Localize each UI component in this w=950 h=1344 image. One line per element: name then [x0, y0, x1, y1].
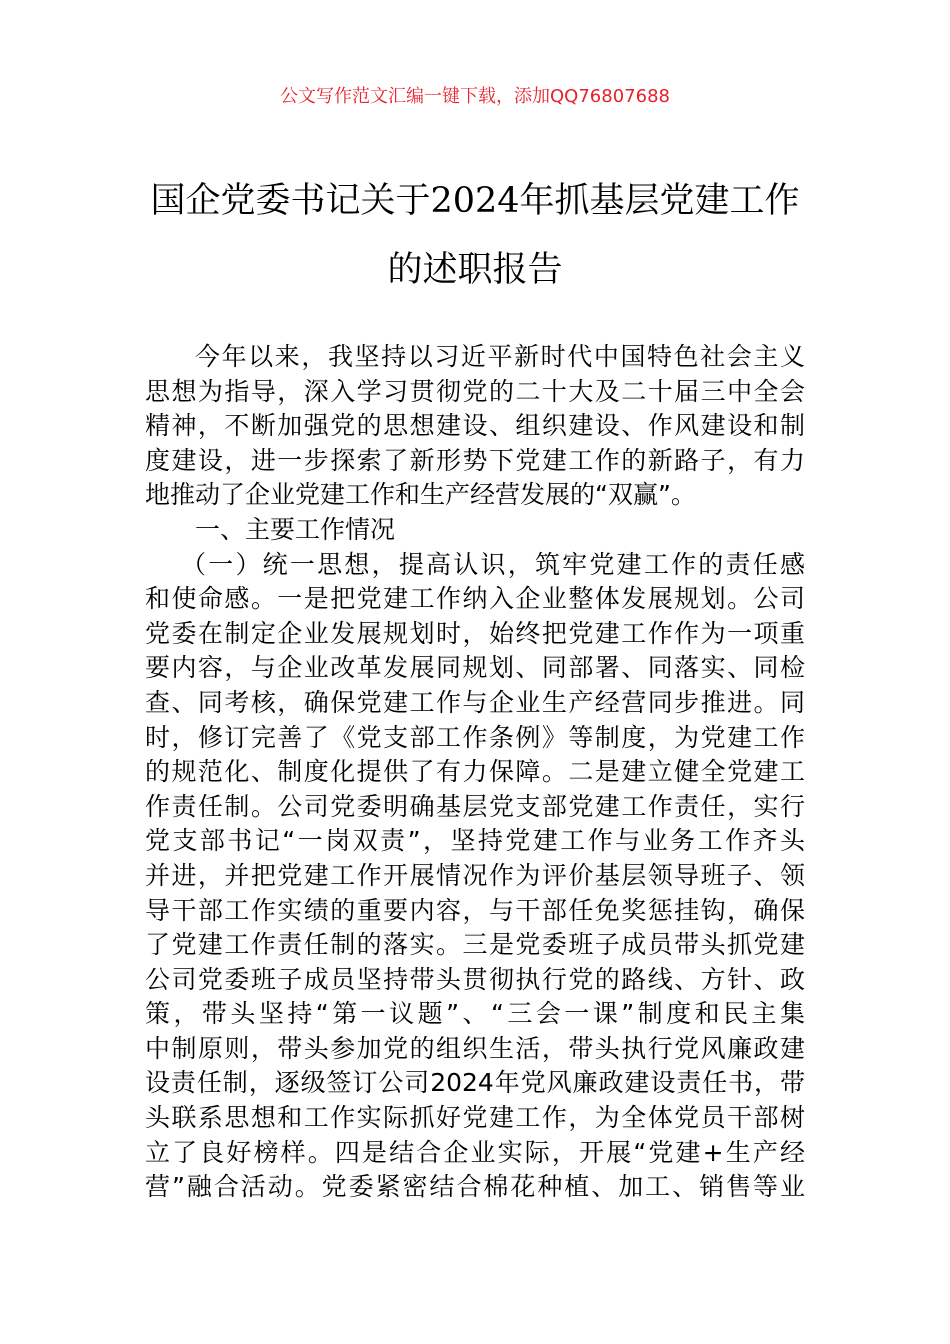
- body-text-line: 党委在制定企业发展规划时，始终把党建工作作为一项重: [145, 618, 805, 648]
- body-text-line: 今年以来，我坚持以习近平新时代中国特色社会主义: [195, 342, 805, 371]
- body-text-line: 的规范化、制度化提供了有力保障。二是建立健全党建工: [145, 757, 805, 787]
- body-text-line: 设责任制，逐级签订公司2024年党风廉政建设责任书，带: [145, 1068, 805, 1098]
- body-text-line: 要内容，与企业改革发展同规划、同部署、同落实、同检: [145, 653, 805, 683]
- body-text-line: 中制原则，带头参加党的组织生活，带头执行党风廉政建: [145, 1033, 805, 1063]
- body-text-line: 和使命感。一是把党建工作纳入企业整体发展规划。公司: [145, 584, 805, 614]
- body-text-line: 地推动了企业党建工作和生产经营发展的“双赢”。: [145, 480, 696, 510]
- body-text-line: 思想为指导，深入学习贯彻党的二十大及二十届三中全会: [145, 376, 805, 406]
- download-banner: 公文写作范文汇编一键下载，添加QQ76807688: [280, 86, 670, 107]
- body-text-line: 度建设，进一步探索了新形势下党建工作的新路子，有力: [145, 445, 805, 475]
- body-text-line: 公司党委班子成员坚持带头贯彻执行党的路线、方针、政: [145, 964, 805, 994]
- body-text-line: 精神，不断加强党的思想建设、组织建设、作风建设和制: [145, 411, 805, 441]
- body-text-line: 查、同考核，确保党建工作与企业生产经营同步推进。同: [145, 687, 805, 717]
- document-title-line-2: 的述职报告: [387, 250, 563, 290]
- body-text-line: 了党建工作责任制的落实。三是党委班子成员带头抓党建: [145, 930, 805, 960]
- body-text-line: 时，修订完善了《党支部工作条例》等制度，为党建工作: [145, 722, 805, 752]
- document-title-line-1: 国企党委书记关于2024年抓基层党建工作: [150, 181, 800, 221]
- body-text-line: 并进，并把党建工作开展情况作为评价基层领导班子、领: [145, 860, 805, 890]
- body-text-line: 策，带头坚持“第一议题”、“三会一课”制度和民主集: [145, 999, 805, 1029]
- body-text-line: 党支部书记“一岗双责”，坚持党建工作与业务工作齐头: [145, 826, 805, 856]
- body-text-line: 一、主要工作情况: [195, 514, 396, 544]
- document-body: [145, 340, 805, 1205]
- body-text-line: 头联系思想和工作实际抓好党建工作，为全体党员干部树: [145, 1103, 805, 1133]
- body-text-line: 作责任制。公司党委明确基层党支部党建工作责任，实行: [145, 791, 805, 821]
- body-text-line: （一）统一思想，提高认识，筑牢党建工作的责任感: [181, 549, 805, 579]
- body-text-line: 导干部工作实绩的重要内容，与干部任免奖惩挂钩，确保: [145, 895, 805, 925]
- body-text-line: 立了良好榜样。四是结合企业实际，开展“党建+生产经: [145, 1137, 805, 1167]
- body-text-line: 营”融合活动。党委紧密结合棉花种植、加工、销售等业: [145, 1172, 805, 1202]
